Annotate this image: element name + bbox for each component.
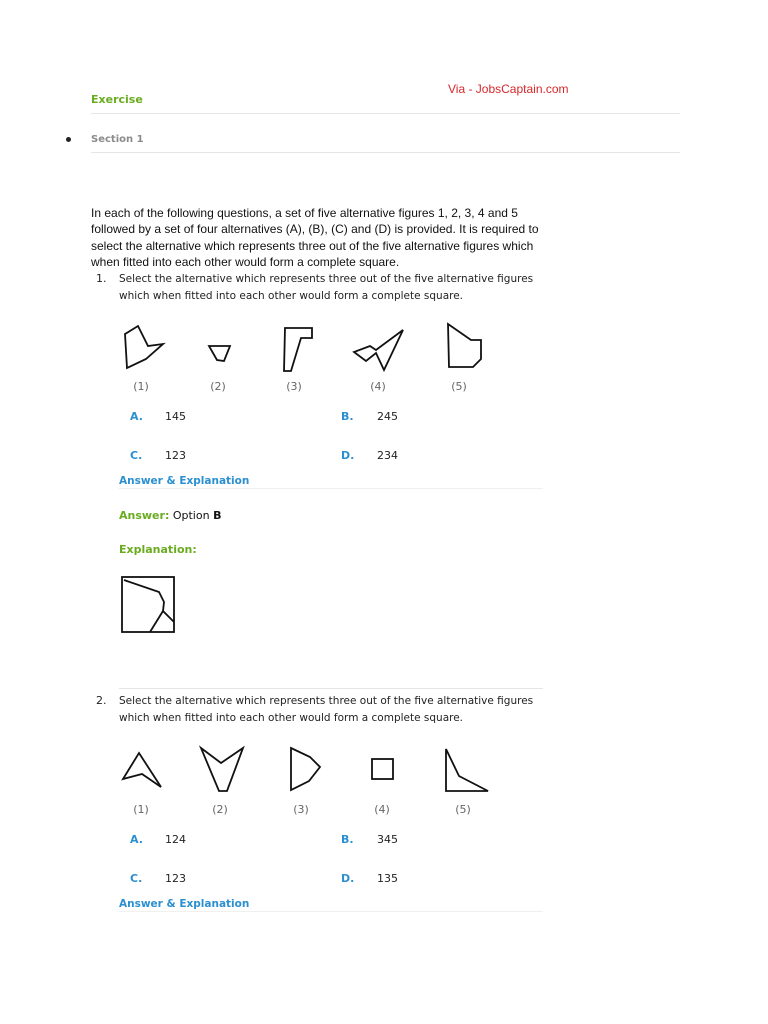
figure-5-shape [446,749,488,791]
figure-4-shape [372,759,393,779]
figure-label: (4) [370,380,386,393]
figure-5-shape [448,324,481,367]
answer-explanation-link[interactable]: Answer & Explanation [119,898,250,910]
question-number: 2. [96,694,107,707]
option-c-letter[interactable]: C. [130,449,143,462]
instructions-paragraph: In each of the following questions, a set of five alternative figures 1, 2, 3, 4 and 5 followed by a set of four alternatives (A), (B), (C) and (D) is provided. It is required to select the alternative which represents three out of the five alternative figures which when fitted into each other would form a complete square. [91,206,539,270]
option-a-value[interactable]: 145 [165,410,186,423]
answer-explanation-link[interactable]: Answer & Explanation [119,475,250,487]
answer-value: B [213,509,222,522]
question-text: Select the alternative which represents three out of the five alternative figures which when fitted into each other would form a complete square. [119,273,534,302]
figure-label: (2) [212,803,228,816]
figure-1-shape [123,753,161,787]
source-credit: Via - JobsCaptain.com [448,82,569,96]
divider [119,488,543,489]
answer-prefix: Option [172,509,210,522]
option-b-letter[interactable]: B. [341,833,354,846]
option-c-value[interactable]: 123 [165,449,186,462]
option-d-letter[interactable]: D. [341,872,355,885]
figure-label: (5) [455,803,471,816]
option-a-value[interactable]: 124 [165,833,186,846]
option-d-value[interactable]: 234 [377,449,398,462]
option-d-letter[interactable]: D. [341,449,355,462]
divider [91,152,680,153]
question-number: 1. [96,272,107,285]
figure-2-shape [209,346,230,361]
divider [91,113,680,114]
figure-label: (3) [293,803,309,816]
option-a-letter[interactable]: A. [130,833,143,846]
figure-4-shape [354,330,403,370]
figure-label: (5) [451,380,467,393]
question-text: Select the alternative which represents three out of the five alternative figures which when fitted into each other would form a complete square. [119,695,534,724]
bullet-icon [66,137,71,142]
figure-label: (3) [286,380,302,393]
figure-label: (4) [374,803,390,816]
figure-2-shape [201,748,243,791]
section-link[interactable]: Section 1 [91,134,144,145]
figure-label: (1) [133,380,149,393]
divider [119,688,543,689]
figure-3-shape [284,328,312,371]
exercise-heading: Exercise [91,93,143,106]
answer-line [119,509,221,522]
option-c-letter[interactable]: C. [130,872,143,885]
option-d-value[interactable]: 135 [377,872,398,885]
figure-label: (2) [210,380,226,393]
option-b-value[interactable]: 345 [377,833,398,846]
answer-label: Answer: [119,509,170,522]
option-c-value[interactable]: 123 [165,872,186,885]
figure-label: (1) [133,803,149,816]
divider [119,911,543,912]
figure-1-shape [125,326,163,368]
figure-shape [0,0,1,1]
option-b-value[interactable]: 245 [377,410,398,423]
explanation-label: Explanation: [119,543,197,556]
figure-3-shape [291,748,320,790]
option-b-letter[interactable]: B. [341,410,354,423]
option-a-letter[interactable]: A. [130,410,143,423]
